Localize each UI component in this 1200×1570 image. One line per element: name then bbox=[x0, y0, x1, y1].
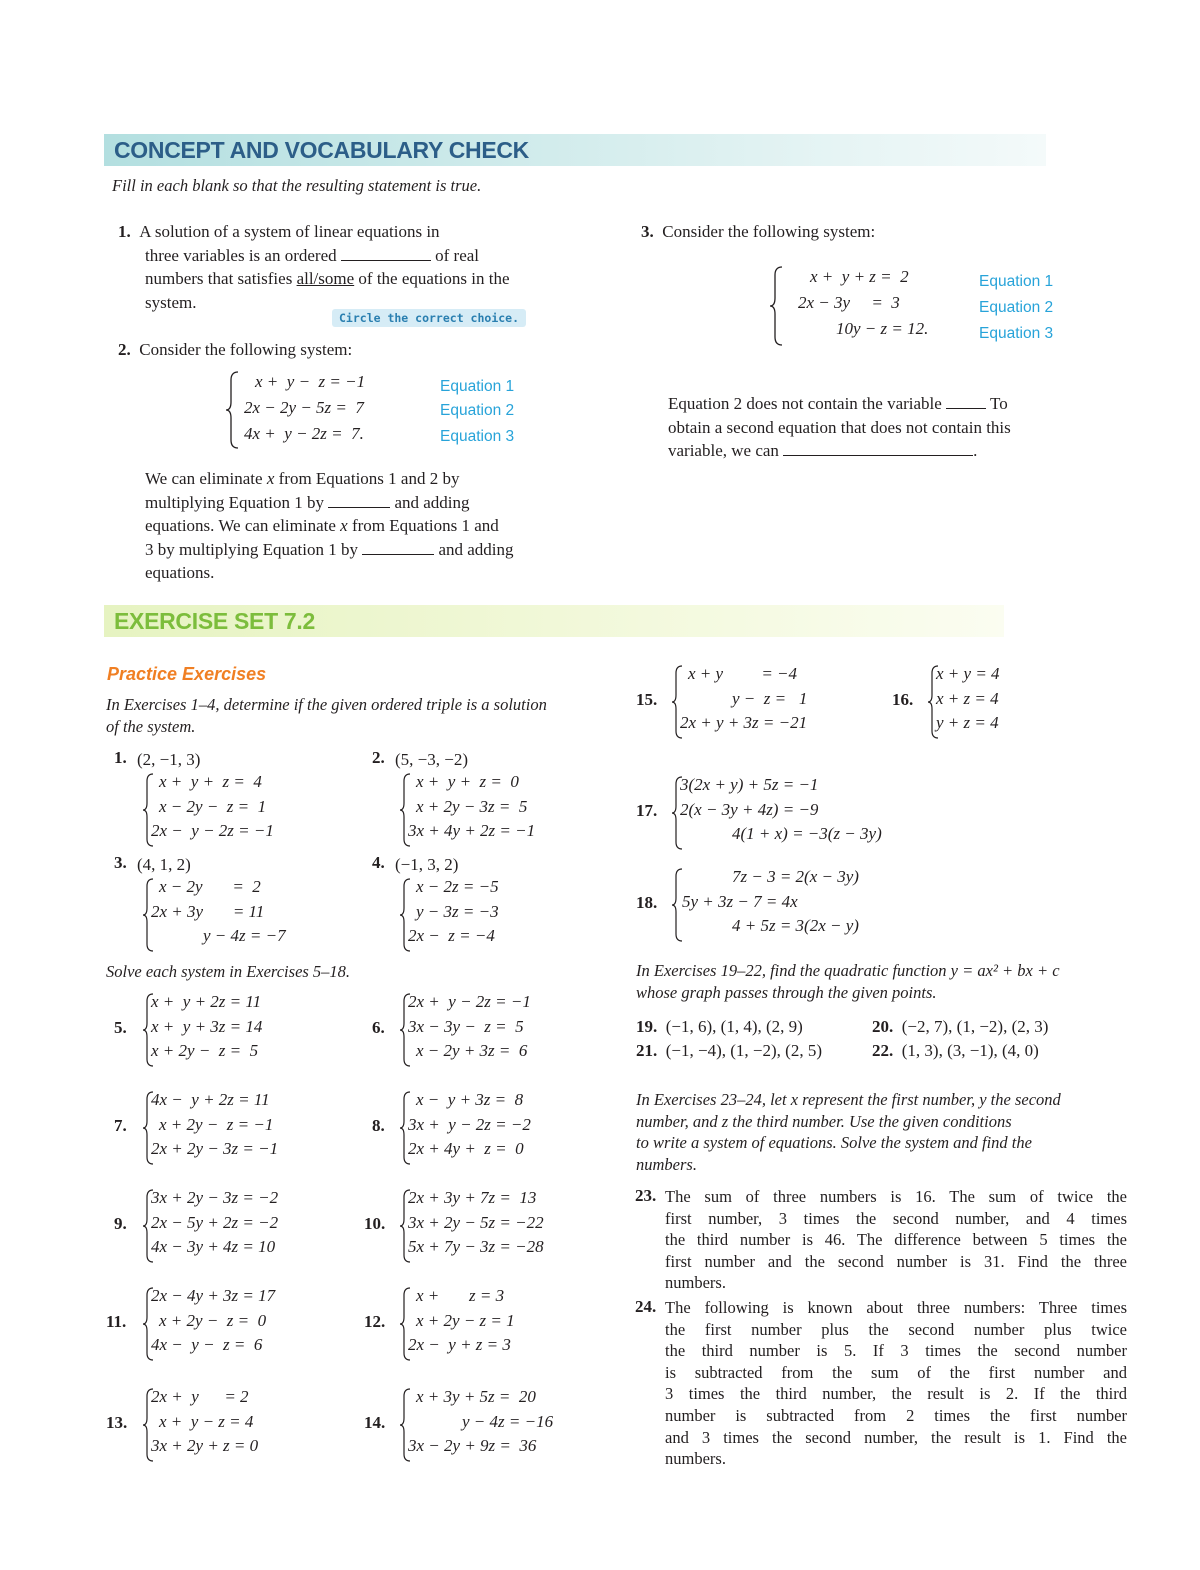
problem-12-system bbox=[400, 1286, 640, 1362]
problem-18-row-1: 7z − 3 = 2(x − 3y) bbox=[732, 867, 859, 886]
problem-2-triple: (5, −3, −2) bbox=[395, 750, 468, 769]
problem-3-row-1: x − 2y = 2 bbox=[159, 877, 261, 896]
problem-3-row-2: 2x + 3y = 11 bbox=[151, 901, 265, 921]
problem-2-row-2: x + 2y − 3z = 5 bbox=[416, 796, 528, 816]
problem-6-row-1: 2x + y − 2z = −1 bbox=[408, 992, 531, 1011]
p24-line5: 3 times the third number, the result is 2. If the third bbox=[665, 1384, 1127, 1404]
q3-blank1[interactable] bbox=[946, 394, 986, 409]
problem-13-row-1: 2x + y = 2 bbox=[151, 1387, 249, 1406]
concept-banner bbox=[104, 134, 1046, 166]
problem-16-number: 16. bbox=[892, 690, 914, 709]
q3-text bbox=[668, 392, 1108, 463]
concept-instruction: Fill in each blank so that the resulting statement is true. bbox=[112, 176, 482, 195]
problem-6-row-2: 3x − 3y − z = 5 bbox=[408, 1016, 524, 1036]
concept-title: CONCEPT AND VOCABULARY CHECK bbox=[114, 137, 529, 163]
q1-choice[interactable]: all/some bbox=[296, 269, 355, 288]
points-19-22 bbox=[636, 1015, 1116, 1065]
q3-label2: Equation 2 bbox=[979, 299, 1054, 316]
q3-row3: 10y − z = 12. bbox=[836, 319, 929, 338]
p22-points: (1, 3), (3, −1), (4, 0) bbox=[901, 1041, 1039, 1060]
problem-14-number: 14. bbox=[364, 1413, 386, 1432]
p24-line2: the first number plus the second number plus twice bbox=[665, 1319, 1127, 1339]
q2-text3a: equations. We can eliminate bbox=[145, 516, 336, 535]
q2-blank1[interactable] bbox=[328, 493, 390, 508]
q3-text3b: . bbox=[973, 441, 978, 460]
problem-3-number: 3. bbox=[114, 853, 127, 872]
q1-line2a: three variables is an ordered bbox=[145, 245, 337, 265]
problem-4-number: 4. bbox=[372, 853, 385, 872]
problem-7-row-1: 4x − y + 2z = 11 bbox=[151, 1090, 270, 1109]
p24-line7: and 3 times the second number, the result is 1. Find the bbox=[665, 1427, 1127, 1447]
problem-16-system bbox=[928, 664, 1168, 740]
problem-8-row-2: 3x + y − 2z = −2 bbox=[408, 1114, 531, 1134]
q1-callout: Circle the correct choice. bbox=[332, 309, 526, 327]
p23-number: 23. bbox=[635, 1186, 657, 1205]
q2-text1b: x bbox=[266, 469, 275, 488]
problem-11-system bbox=[143, 1286, 386, 1362]
problem-11-number: 11. bbox=[106, 1312, 127, 1331]
instr-23-24-line1: In Exercises 23–24, let x represent the first number, y the second bbox=[636, 1090, 1061, 1109]
problem-10-row-1: 2x + 3y + 7z = 13 bbox=[408, 1188, 537, 1207]
problem-14-row-3: 3x − 2y + 9z = 36 bbox=[408, 1436, 537, 1455]
q3-text1b: To bbox=[990, 394, 1008, 413]
p24-line3: the third number is 5. If 3 times the second number bbox=[665, 1341, 1127, 1361]
problem-14-row-1: x + 3y + 5z = 20 bbox=[416, 1387, 536, 1406]
q1-blank[interactable] bbox=[341, 246, 431, 261]
q3-row1: x + y + z = 2 bbox=[810, 267, 909, 286]
problem-16-row-1: x + y = 4 bbox=[936, 664, 1000, 683]
q3-label1: Equation 1 bbox=[979, 273, 1054, 290]
q2-text2a: multiplying Equation 1 by bbox=[145, 492, 324, 512]
p23-line1: The sum of three numbers is 16. The sum of twice the bbox=[665, 1187, 1127, 1206]
q3-blank2[interactable] bbox=[783, 441, 973, 456]
p22-number: 22. bbox=[872, 1041, 894, 1060]
q3-text2: obtain a second equation that does not contain this bbox=[668, 417, 1011, 437]
problem-17-row-3: 4(1 + x) = −3(z − 3y) bbox=[732, 824, 882, 843]
problem-18-number: 18. bbox=[636, 893, 658, 912]
p20-points: (−2, 7), (1, −2), (2, 3) bbox=[901, 1017, 1049, 1036]
instr-19-22-line1: In Exercises 19–22, find the quadratic function y = ax² + bx + c bbox=[636, 961, 1060, 980]
problem-17-system bbox=[672, 775, 912, 851]
problem-1-triple: (2, −1, 3) bbox=[137, 750, 201, 769]
q2-label1: Equation 1 bbox=[440, 378, 515, 395]
problem-3-system bbox=[143, 877, 383, 953]
q2-text4a: 3 by multiplying Equation 1 by bbox=[145, 539, 358, 559]
p23-text bbox=[665, 1186, 1127, 1294]
p24-line8: numbers. bbox=[665, 1449, 726, 1469]
problem-4-row-1: x − 2z = −5 bbox=[416, 877, 499, 896]
problem-4-triple: (−1, 3, 2) bbox=[395, 855, 459, 874]
problem-9-row-3: 4x − 3y + 4z = 10 bbox=[151, 1237, 276, 1256]
instr-1-4-line2: of the system. bbox=[106, 717, 196, 736]
problem-6-system bbox=[400, 992, 640, 1068]
problem-1-number: 1. bbox=[114, 748, 127, 767]
exercise-banner bbox=[104, 605, 1004, 637]
concept-q1 bbox=[118, 220, 618, 314]
problem-3-triple: (4, 1, 2) bbox=[137, 855, 191, 874]
instr-19-22-line2: whose graph passes through the given points. bbox=[636, 983, 937, 1002]
exercise-title: EXERCISE SET 7.2 bbox=[114, 608, 315, 634]
problem-1-row-1: x + y + z = 4 bbox=[159, 772, 262, 791]
practice-subhead: Practice Exercises bbox=[107, 664, 267, 684]
problem-18-row-3: 4 + 5z = 3(2x − y) bbox=[732, 916, 859, 935]
problem-10-number: 10. bbox=[364, 1214, 386, 1233]
q2-intro: Consider the following system: bbox=[139, 340, 353, 359]
q3-text1a: Equation 2 does not contain the variable bbox=[668, 394, 942, 413]
q2-text2b: and adding bbox=[394, 492, 470, 512]
instr-1-4 bbox=[106, 694, 606, 738]
q3-system bbox=[772, 265, 1072, 347]
problem-12-row-1: x + z = 3 bbox=[416, 1286, 505, 1305]
problem-9-system bbox=[143, 1188, 386, 1264]
q2-text1a: We can eliminate bbox=[145, 469, 263, 488]
q2-number: 2. bbox=[118, 340, 131, 359]
instr-19-22 bbox=[636, 960, 1136, 1004]
problem-9-number: 9. bbox=[114, 1214, 127, 1233]
problem-18-system bbox=[672, 867, 912, 943]
p24-text bbox=[665, 1297, 1127, 1470]
problem-10-system bbox=[400, 1188, 640, 1264]
problem-15-row-3: 2x + y + 3z = −21 bbox=[680, 713, 808, 732]
problem-2-system bbox=[400, 772, 640, 848]
problem-5-row-2: x + y + 3z = 14 bbox=[151, 1016, 263, 1036]
problem-11-row-1: 2x − 4y + 3z = 17 bbox=[151, 1286, 276, 1305]
q2-row1: x + y − z = −1 bbox=[255, 372, 366, 391]
problem-6-number: 6. bbox=[372, 1018, 385, 1037]
problem-13-system bbox=[143, 1387, 386, 1463]
q2-text3b: x bbox=[340, 516, 348, 535]
problem-17-row-2: 2(x − 3y + 4z) = −9 bbox=[680, 799, 819, 819]
problem-1-row-2: x − 2y − z = 1 bbox=[159, 796, 267, 816]
q2-label2: Equation 2 bbox=[440, 402, 515, 419]
problem-4-row-3: 2x − z = −4 bbox=[408, 926, 495, 945]
q2-text4b: and adding bbox=[438, 539, 514, 559]
q3-intro: Consider the following system: bbox=[662, 222, 876, 241]
problem-11-row-3: 4x − y − z = 6 bbox=[151, 1335, 263, 1354]
q3-text3: variable, we can bbox=[668, 441, 779, 460]
problem-15-number: 15. bbox=[636, 690, 658, 709]
instr-5-18: Solve each system in Exercises 5–18. bbox=[106, 962, 351, 981]
problem-7-row-2: x + 2y − z = −1 bbox=[159, 1114, 274, 1134]
q3-number: 3. bbox=[641, 222, 654, 241]
problem-8-row-1: x − y + 3z = 8 bbox=[416, 1090, 524, 1109]
p19-number: 19. bbox=[636, 1017, 658, 1036]
concept-q3-intro bbox=[641, 220, 875, 244]
problem-15-system bbox=[672, 664, 912, 740]
problem-12-row-2: x + 2y − z = 1 bbox=[416, 1310, 515, 1330]
problem-8-number: 8. bbox=[372, 1116, 385, 1135]
problem-10-row-3: 5x + 7y − 3z = −28 bbox=[408, 1237, 544, 1256]
problem-5-number: 5. bbox=[114, 1018, 127, 1037]
q3-row2: 2x − 3y = 3 bbox=[798, 293, 900, 312]
instr-23-24-line3: to write a system of equations. Solve the system and find the bbox=[636, 1133, 1032, 1153]
instr-1-4-line1: In Exercises 1–4, determine if the given ordered triple is a solution bbox=[106, 695, 547, 714]
problem-15-row-1: x + y = −4 bbox=[688, 664, 798, 683]
problem-3-row-3: y − 4z = −7 bbox=[203, 926, 286, 945]
p23-line4: first number and the second number is 31. Find the three bbox=[665, 1251, 1127, 1271]
q2-blank2[interactable] bbox=[362, 540, 434, 555]
problem-1-system bbox=[143, 772, 383, 848]
instr-23-24 bbox=[636, 1089, 1136, 1175]
problem-17-row-1: 3(2x + y) + 5z = −1 bbox=[680, 775, 819, 794]
instr-23-24-line2: number, and z the third number. Use the given conditions bbox=[636, 1111, 1012, 1131]
problem-8-system bbox=[400, 1090, 640, 1166]
q3-label3: Equation 3 bbox=[979, 325, 1054, 342]
problem-7-row-3: 2x + 2y − 3z = −1 bbox=[151, 1139, 279, 1158]
problem-18-row-2: 5y + 3z − 7 = 4x bbox=[682, 891, 798, 911]
problem-7-number: 7. bbox=[114, 1116, 127, 1135]
q1-number: 1. bbox=[118, 222, 131, 241]
q2-system bbox=[228, 370, 518, 450]
q2-label3: Equation 3 bbox=[440, 428, 515, 445]
problem-16-row-2: x + z = 4 bbox=[936, 688, 999, 708]
problem-14-row-2: y − 4z = −16 bbox=[462, 1411, 554, 1431]
problem-13-row-3: 3x + 2y + z = 0 bbox=[151, 1436, 259, 1455]
q2-brace bbox=[226, 370, 240, 450]
problem-4-system bbox=[400, 877, 640, 953]
problem-5-system bbox=[143, 992, 383, 1068]
q1-line2b: of real bbox=[435, 245, 480, 265]
problem-5-row-3: x + 2y − z = 5 bbox=[151, 1041, 259, 1060]
problem-13-number: 13. bbox=[106, 1413, 128, 1432]
problem-6-row-3: x − 2y + 3z = 6 bbox=[416, 1041, 528, 1060]
problem-16-row-3: y + z = 4 bbox=[936, 713, 999, 732]
problem-12-row-3: 2x − y + z = 3 bbox=[408, 1335, 511, 1354]
p20-number: 20. bbox=[872, 1017, 894, 1036]
p24-line4: is subtracted from the sum of the first number and bbox=[665, 1362, 1127, 1382]
p19-points: (−1, 6), (1, 4), (2, 9) bbox=[665, 1017, 803, 1036]
problem-12-number: 12. bbox=[364, 1312, 386, 1331]
q2-row3: 4x + y − 2z = 7. bbox=[244, 424, 364, 443]
problem-2-row-3: 3x + 4y + 2z = −1 bbox=[408, 821, 536, 840]
problem-1-row-3: 2x − y − 2z = −1 bbox=[151, 821, 274, 840]
p21-number: 21. bbox=[636, 1041, 658, 1060]
p23-line2: first number, 3 times the second number, and 4 times bbox=[665, 1208, 1127, 1228]
q2-row2: 2x − 2y − 5z = 7 bbox=[244, 398, 364, 417]
q1-line3c: of the equations in the bbox=[358, 269, 510, 288]
q1-line1: A solution of a system of linear equations in bbox=[139, 222, 440, 241]
problem-2-number: 2. bbox=[372, 748, 385, 767]
p24-line1: The following is known about three numbers: Three times bbox=[665, 1298, 1127, 1317]
problem-11-row-2: x + 2y − z = 0 bbox=[159, 1310, 267, 1330]
q1-line3a: numbers that satisfies bbox=[145, 269, 293, 288]
problem-4-row-2: y − 3z = −3 bbox=[416, 901, 499, 921]
concept-q2-intro bbox=[118, 338, 352, 362]
problem-17-number: 17. bbox=[636, 801, 658, 820]
p23-line3: the third number is 46. The difference between 5 times the bbox=[665, 1230, 1127, 1250]
p24-number: 24. bbox=[635, 1297, 657, 1316]
q2-text3c: from Equations 1 and bbox=[351, 516, 499, 535]
problem-9-row-1: 3x + 2y − 3z = −2 bbox=[151, 1188, 279, 1207]
problem-2-row-1: x + y + z = 0 bbox=[416, 772, 519, 791]
p24-line6: number is subtracted from 2 times the first number bbox=[665, 1405, 1127, 1425]
problem-15-row-2: y − z = 1 bbox=[732, 688, 808, 708]
q1-line4: system. bbox=[145, 292, 197, 312]
q2-text bbox=[145, 467, 605, 585]
problem-10-row-2: 3x + 2y − 5z = −22 bbox=[408, 1212, 544, 1232]
problem-9-row-2: 2x − 5y + 2z = −2 bbox=[151, 1212, 279, 1232]
p21-points: (−1, −4), (1, −2), (2, 5) bbox=[665, 1041, 822, 1060]
q2-text1c: from Equations 1 and 2 by bbox=[278, 469, 460, 488]
problem-7-system bbox=[143, 1090, 383, 1166]
problem-14-system bbox=[400, 1387, 640, 1463]
p23-line5: numbers. bbox=[665, 1273, 726, 1293]
problem-5-row-1: x + y + 2z = 11 bbox=[151, 992, 262, 1011]
q3-brace bbox=[770, 265, 784, 347]
q2-text5: equations. bbox=[145, 563, 215, 582]
instr-23-24-line4: numbers. bbox=[636, 1154, 697, 1174]
problem-13-row-2: x + y − z = 4 bbox=[159, 1411, 254, 1431]
problem-8-row-3: 2x + 4y + z = 0 bbox=[408, 1139, 524, 1158]
